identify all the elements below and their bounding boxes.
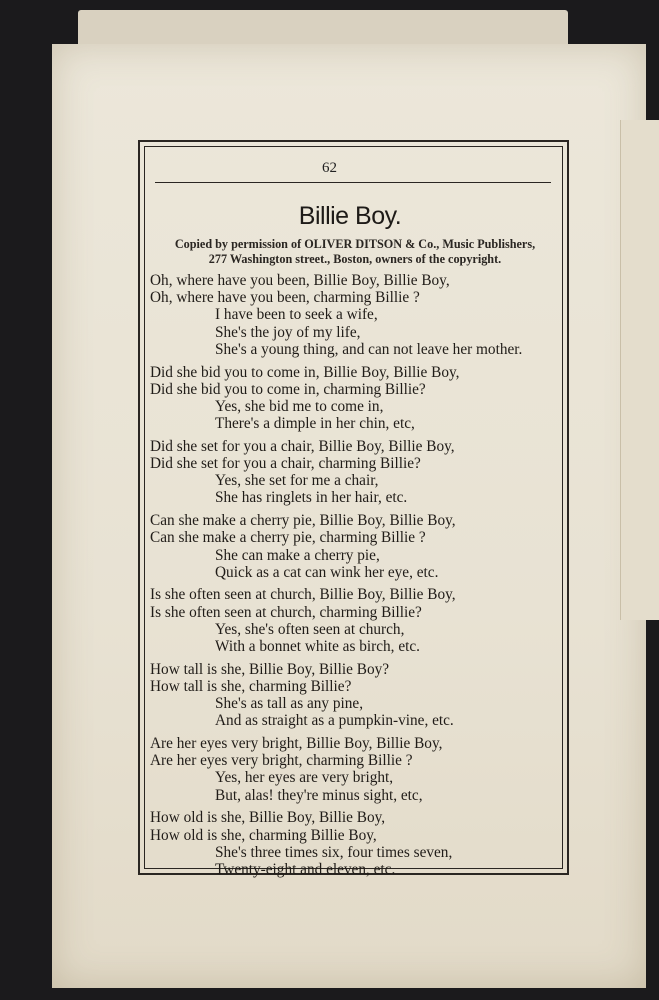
lyric-line: Yes, her eyes are very bright,: [215, 769, 394, 787]
copyright-credit: [155, 237, 555, 267]
stanza: [150, 364, 550, 433]
credit-line-2: 277 Washington street., Boston, owners of the copyright.: [208, 252, 502, 266]
lyric-line: How tall is she, charming Billie?: [150, 677, 352, 695]
torn-page-edge: [620, 120, 659, 620]
lyric-line: Oh, where have you been, Billie Boy, Billie Boy,: [150, 272, 450, 289]
lyric-line: And as straight as a pumpkin-vine, etc.: [215, 712, 454, 730]
lyric-line: Is she often seen at church, Billie Boy, Billie Boy,: [150, 586, 456, 604]
lyric-line: I have been to seek a wife,: [215, 306, 378, 324]
header-rule: [155, 182, 551, 183]
lyric-line: But, alas! they're minus sight, etc,: [215, 786, 423, 804]
lyrics-body: [150, 272, 550, 884]
lyric-line: She has ringlets in her hair, etc.: [215, 489, 408, 507]
lyric-line: Are her eyes very bright, charming Billie ?: [150, 752, 413, 770]
lyric-line: There's a dimple in her chin, etc,: [215, 415, 415, 433]
lyric-line: She can make a cherry pie,: [215, 546, 380, 564]
lyric-line: Yes, she set for me a chair,: [215, 472, 379, 490]
lyric-line: Yes, she's often seen at church,: [215, 620, 405, 638]
lyric-line: Is she often seen at church, charming Billie?: [150, 603, 422, 621]
lyric-line: How old is she, Billie Boy, Billie Boy,: [150, 809, 386, 827]
lyric-line: She's a young thing, and can not leave her mother.: [215, 340, 523, 358]
lyric-line: Quick as a cat can wink her eye, etc.: [215, 563, 439, 581]
lyric-line: How tall is she, Billie Boy, Billie Boy?: [150, 660, 390, 678]
song-title: Billie Boy.: [298, 202, 402, 230]
page-number: 62: [322, 160, 337, 176]
lyric-line: With a bonnet white as birch, etc.: [215, 638, 420, 656]
lyric-line: Did she set for you a chair, Billie Boy, Billie Boy,: [150, 437, 455, 455]
lyric-line: Yes, she bid me to come in,: [215, 397, 384, 415]
lyric-line: She's three times six, four times seven,: [215, 843, 453, 861]
lyric-line: Can she make a cherry pie, Billie Boy, Billie Boy,: [150, 512, 456, 530]
stanza: [150, 735, 550, 804]
lyric-line: She's as tall as any pine,: [215, 695, 364, 713]
lyric-line: Are her eyes very bright, Billie Boy, Billie Boy,: [150, 735, 443, 753]
stanza: [150, 272, 550, 358]
lyric-line: Oh, where have you been, charming Billie ?: [150, 289, 420, 307]
lyric-line: Did she set for you a chair, charming Billie?: [150, 455, 421, 473]
stanza: [150, 438, 550, 507]
stanza: [150, 586, 550, 655]
stanza: [150, 512, 550, 581]
lyric-line: Can she make a cherry pie, charming Billie ?: [150, 529, 426, 547]
credit-line-1: Copied by permission of OLIVER DITSON & Co., Music Publishers,: [174, 237, 536, 251]
lyric-line: Twenty-eight and eleven, etc.: [215, 861, 396, 878]
stanza: [150, 661, 550, 730]
stanza: [150, 809, 550, 878]
lyric-line: Did she bid you to come in, Billie Boy, Billie Boy,: [150, 363, 460, 381]
lyric-line: How old is she, charming Billie Boy,: [150, 826, 377, 844]
lyric-line: She's the joy of my life,: [215, 323, 361, 341]
lyric-line: Did she bid you to come in, charming Billie?: [150, 380, 426, 398]
